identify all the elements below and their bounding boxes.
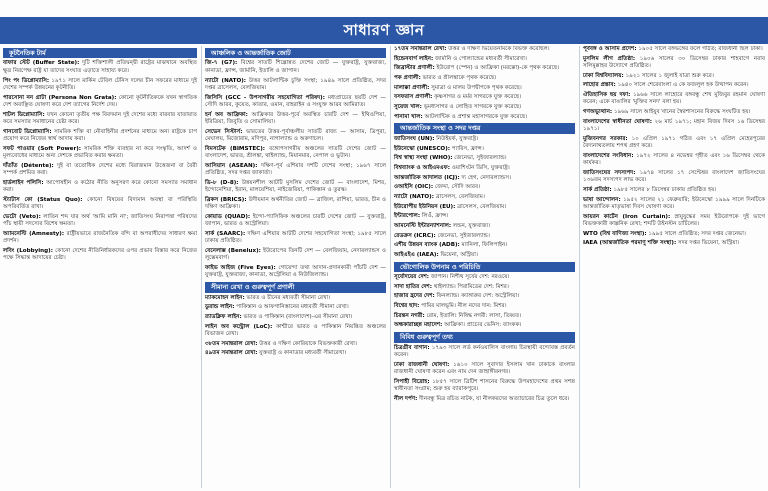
item-definition: ১৯০৬ সালের ৩০ ডিসেম্বর ঢাকার শাহবাগে নবাব সলিমুল্লাহর উদ্যোগে প্রতিষ্ঠিত। bbox=[583, 55, 765, 70]
item-term: সফট পাওয়ার (Soft Power): bbox=[3, 145, 81, 152]
item-term: ভাষা আন্দোলন: bbox=[583, 196, 621, 203]
item-definition: উত্তর ও দক্ষিণ কোরিয়াকে বিভক্তকারী রেখা। bbox=[259, 340, 357, 347]
item-definition: আপোষহীন ও কঠোর নীতি অনুসরণ করে কোনো সমস্যার সমাধান করা। bbox=[3, 179, 197, 194]
list-item bbox=[583, 73, 765, 80]
list-item bbox=[583, 214, 765, 229]
item-definition: দক্ষিণ-পূর্ব এশিয়ার দশটি দেশের সংস্থা; ১৯৬৭ সালে প্রতিষ্ঠিত, সদর দপ্তর জাকার্তা। bbox=[205, 162, 386, 177]
item-term: পিং পং ডিপ্লোম্যাসি: bbox=[3, 77, 50, 84]
list-item bbox=[205, 78, 386, 93]
item-definition: ১৯৯৫ সালে প্রতিষ্ঠিত; সদর দপ্তর জেনেভা। bbox=[648, 230, 746, 237]
list-item bbox=[205, 324, 386, 339]
list-item bbox=[583, 46, 765, 53]
item-definition: ওয়াশিংটন ডিসি, যুক্তরাষ্ট্র। bbox=[451, 164, 510, 171]
item-definition: পাকিস্তান ও আফগানিস্তানের মধ্যবর্তী সীমানা রেখা। bbox=[236, 304, 349, 311]
item-definition: ১৯৭৪ সালের ১৭ সেপ্টেম্বর বাংলাদেশ জাতিসংঘের ১৩৬তম সদস্যপদ লাভ করে। bbox=[583, 169, 765, 184]
list-item bbox=[394, 284, 575, 291]
list-item bbox=[583, 240, 765, 247]
section-heading: ভৌগোলিক উপনাম ও পরিচিতি bbox=[394, 262, 575, 272]
item-definition: ফিনল্যান্ড। ক্যাঙ্গারুর দেশ: অস্ট্রেলিয়া। bbox=[436, 293, 520, 300]
list-item bbox=[205, 295, 386, 302]
list-item bbox=[394, 233, 575, 240]
list-item bbox=[394, 379, 575, 394]
item-definition: ১৯৭১ সালে মার্কিন টেবিল টেনিস দলের চীন সফরের মাধ্যমে দুই দেশের সম্পর্ক উন্নয়নের কূটনীতি। bbox=[3, 77, 197, 91]
item-term: কোয়াড (QUAD): bbox=[205, 213, 251, 220]
item-term: ডুরান্ড লাইন: bbox=[205, 304, 235, 311]
item-term: আয়রন কার্টেন (Iron Curtain): bbox=[583, 213, 671, 220]
item-term: চিরন্তন নগরী: bbox=[394, 312, 425, 319]
list-item bbox=[205, 163, 386, 178]
item-definition: আফ্রিকার উত্তর-পূর্বে অবস্থিত চারটি দেশ — ইথিওপিয়া, ইরিত্রিয়া, জিবুতি ও সোমালিয়া। bbox=[205, 111, 387, 125]
list-item bbox=[3, 146, 197, 161]
list-item bbox=[205, 231, 386, 246]
item-term: বেনেলাক্স (Benelux): bbox=[205, 247, 261, 254]
item-term: ইউরোপীয় ইউনিয়ন (EU): bbox=[394, 203, 456, 210]
item-term: ন্যাটো (NATO): bbox=[394, 193, 434, 200]
item-term: IAEA (আন্তর্জাতিক পরমাণু শক্তি সংস্থা): bbox=[583, 240, 677, 247]
item-term: শাটল ডিপ্লোম্যাসি: bbox=[3, 111, 45, 118]
list-item bbox=[583, 153, 765, 168]
item-term: ম্যাকমোহন লাইন: bbox=[205, 294, 245, 301]
item-term: ঢাকা বিশ্ববিদ্যালয়: bbox=[583, 72, 624, 79]
item-definition: ভারতের উত্তর-পূর্বাঞ্চলীয় সাতটি রাজ্য — আসাম, ত্রিপুরা, মেঘালয়, মিজোরাম, মণিপুর, নাগাল্যান্ড ও অরুণাচল। bbox=[205, 128, 386, 143]
list-item bbox=[205, 314, 386, 321]
item-definition: ১০ এপ্রিল ১৯৭১ গঠিত এবং ১৭ এপ্রিল মেহেরপুরের বৈদ্যনাথতলায় শপথ গ্রহণ করে। bbox=[583, 135, 765, 150]
item-definition: ১৯২১ সালের ১ জুলাই যাত্রা শুরু করে। bbox=[625, 72, 714, 79]
column-2 bbox=[201, 46, 389, 488]
item-term: ৪৯তম সমান্তরাল রেখা: bbox=[205, 350, 258, 357]
item-term: WTO (বিশ্ব বাণিজ্য সংস্থা): bbox=[583, 230, 647, 237]
item-definition: কোনো কূটনীতিককে যখন স্বাগতিক দেশ অবাঞ্ছিত ঘোষণা করে দেশ ত্যাগের নির্দেশ দেয়। bbox=[3, 94, 197, 108]
item-definition: জার্মানি ও পোল্যান্ডের মধ্যবর্তী সীমারেখা। bbox=[435, 55, 527, 62]
item-definition: আটলান্টিক ও প্রশান্ত মহাসাগরকে যুক্ত করেছে। bbox=[424, 113, 528, 120]
item-term: ঢাকা রাজধানী ঘোষণা: bbox=[394, 361, 450, 368]
item-term: লাইন অব কন্ট্রোল (LoC): bbox=[205, 323, 273, 330]
item-term: অ্যামনেস্টি (Amnesty): bbox=[3, 230, 65, 237]
item-term: গানবোট ডিপ্লোম্যাসি: bbox=[3, 128, 52, 135]
item-definition: জেনেভা, সুইজারল্যান্ড। bbox=[454, 155, 507, 162]
item-term: ডি-৮ (D-8): bbox=[205, 179, 239, 186]
item-term: অন্ধকারাচ্ছন্ন মহাদেশ: bbox=[394, 322, 443, 329]
list-item bbox=[3, 197, 197, 212]
list-item bbox=[3, 231, 197, 246]
list-item bbox=[394, 85, 575, 92]
item-definition: দুই বা ততোধিক দেশের মধ্যে বিরাজমান উত্তেজনা বা বৈরী সম্পর্ক প্রশমিত করা। bbox=[3, 162, 197, 177]
item-definition: বিশ্বের সাতটি শিল্পোন্নত দেশের জোট — যুক্তরাষ্ট্র, যুক্তরাজ্য, কানাডা, ফ্রান্স, জার্মানি, ইতালি ও জাপান। bbox=[205, 60, 386, 74]
list-item bbox=[394, 223, 575, 230]
list-item bbox=[583, 170, 765, 185]
item-definition: ১৯৮৫ সালের ৮ ডিসেম্বর ঢাকায় প্রতিষ্ঠিত হয়। bbox=[613, 186, 717, 193]
item-definition: ব্রাসেলস, বেলজিয়াম। bbox=[435, 193, 485, 200]
list-item bbox=[3, 180, 197, 195]
item-term: মুজিবনগর সরকার: bbox=[583, 135, 628, 142]
item-term: বসফরাস প্রণালী: bbox=[394, 94, 433, 101]
list-item bbox=[394, 303, 575, 310]
item-definition: জাপান। নিশীথ সূর্যের দেশ: নরওয়ে। bbox=[430, 274, 510, 281]
list-item bbox=[583, 197, 765, 212]
list-item bbox=[583, 187, 765, 194]
item-term: জি-৭ (G7): bbox=[205, 60, 238, 67]
item-definition: যখন কোনো তৃতীয় পক্ষ বিবদমান দুই দেশের মধ্যে বারবার যাতায়াত করে সমস্যার সমাধানের চেষ্টা করে। bbox=[3, 111, 197, 125]
item-definition: ১৯৬৬ সালে লাহোরে বঙ্গবন্ধু শেখ মুজিবুর রহমান ঘোষণা করেন; একে বাঙালির 'মুক্তির সনদ' বলা হয়। bbox=[583, 92, 766, 106]
list-item bbox=[205, 265, 386, 280]
list-item bbox=[394, 56, 575, 63]
list-item bbox=[394, 252, 575, 259]
list-item bbox=[205, 350, 386, 357]
item-term: ৩৮তম সমান্তরাল রেখা: bbox=[205, 340, 258, 347]
list-item bbox=[205, 95, 386, 110]
item-definition: ১৮৫৭ সালে ব্রিটিশ শাসনের বিরুদ্ধে উপমহাদেশের প্রথম সশস্ত্র স্বাধীনতা সংগ্রাম; শুরু হয় ব্যারাকপুরে। bbox=[394, 378, 575, 392]
item-term: র‍্যাডক্লিফ লাইন: bbox=[205, 313, 242, 320]
list-item bbox=[3, 248, 197, 263]
column-4 bbox=[579, 46, 768, 488]
item-definition: সামরিক শক্তি ব্যবহার না করে সংস্কৃতি, আদর্শ ও মূল্যবোধের মাধ্যমে অন্য দেশকে প্রভাবিত করার ক্ষমতা। bbox=[3, 145, 197, 160]
item-definition: উন্নয়নশীল আটটি মুসলিম দেশের জোট — বাংলাদেশ, মিশর, ইন্দোনেশিয়া, ইরান, মালয়েশিয়া, নাইজেরিয়া, পাকিস্তান ও তুরস্ক। bbox=[205, 179, 386, 194]
list-item bbox=[583, 231, 765, 238]
item-term: জিসিসি (GCC - উপসাগরীয় সহযোগিতা পরিষদ): bbox=[205, 94, 325, 101]
section-list bbox=[394, 274, 575, 330]
section-heading: কূটনৈতিক টার্ম bbox=[3, 48, 197, 58]
list-item bbox=[205, 248, 386, 263]
list-item bbox=[583, 92, 765, 107]
list-item bbox=[394, 136, 575, 143]
item-term: আসিয়ান (ASEAN): bbox=[205, 162, 258, 169]
content-columns bbox=[0, 46, 768, 488]
item-definition: সুমাত্রা ও মালয় উপদ্বীপকে পৃথক করেছে। bbox=[431, 84, 522, 91]
item-definition: ১৯০৫ সালে বঙ্গভঙ্গের ফলে গঠিত; রাজধানী ছিল ঢাকা। bbox=[638, 46, 763, 52]
item-definition: উদীয়মান অর্থনীতির জোট — ব্রাজিল, রাশিয়া, ভারত, চীন ও দক্ষিণ আফ্রিকা। bbox=[205, 196, 386, 211]
section-list bbox=[583, 46, 765, 248]
item-definition: ২৬ মার্চ ১৯৭১; মহান বিজয় দিবস ১৬ ডিসেম্বর ১৯৭১। bbox=[583, 118, 766, 133]
item-term: লবিং (Lobbying): bbox=[3, 247, 53, 254]
item-term: জিব্রাল্টার প্রণালী: bbox=[394, 65, 435, 72]
item-term: সাদা হাতির দেশ: bbox=[394, 283, 432, 290]
list-item bbox=[394, 274, 575, 281]
list-item bbox=[394, 242, 575, 249]
item-term: ওআইসি (OIC): bbox=[394, 184, 434, 191]
list-item bbox=[583, 82, 765, 89]
list-item bbox=[394, 396, 575, 403]
item-term: হিন্ডেনবার্গ লাইন: bbox=[394, 55, 434, 62]
item-term: এশীয় উন্নয়ন ব্যাংক (ADB): bbox=[394, 242, 460, 249]
item-definition: স্নায়ুযুদ্ধের সময় ইউরোপকে দুই ভাগে বিভক্তকারী কাল্পনিক রেখা; শব্দটি উইনস্টন চার্চিলের। bbox=[583, 213, 766, 228]
section-heading: আন্তর্জাতিক সংস্থা ও সদর দপ্তর bbox=[394, 123, 575, 133]
item-definition: ১৯৬৯ সালে আইয়ুব খানের স্বৈরশাসনের বিরুদ্ধে সংঘটিত হয়। bbox=[613, 109, 751, 116]
item-term: পানামা খাল: bbox=[394, 113, 423, 120]
item-definition: ভূমধ্যসাগর ও লোহিত সাগরকে যুক্ত করেছে। bbox=[423, 104, 522, 111]
item-definition: ভারত ও চীনের মধ্যবর্তী সীমানা রেখা। bbox=[246, 294, 331, 301]
list-item bbox=[394, 104, 575, 111]
item-definition: থাইল্যান্ড। পিরামিডের দেশ: মিশর। bbox=[433, 283, 509, 290]
list-item bbox=[394, 94, 575, 101]
section-heading: বিবিধ গুরুত্বপূর্ণ তথ্য bbox=[394, 332, 575, 342]
item-definition: কৃষ্ণসাগর ও মর্মর সাগরকে যুক্ত করেছে। bbox=[434, 94, 522, 101]
list-item bbox=[394, 146, 575, 153]
item-definition: লাতিন শব্দ যার অর্থ 'আমি মানি না'; জাতিসংঘ নিরাপত্তা পরিষদের পাঁচ স্থায়ী সদস্যের বিশেষ ক্ষমতা। bbox=[3, 213, 197, 228]
item-term: বিশ্ব স্বাস্থ্য সংস্থা (WHO): bbox=[394, 155, 453, 162]
item-definition: প্যারিস, ফ্রান্স। bbox=[451, 145, 484, 152]
item-definition: দ্য হেগ, নেদারল্যান্ডস। bbox=[461, 174, 512, 181]
title-banner bbox=[0, 17, 768, 44]
item-term: রেডক্রস (ICRC): bbox=[394, 232, 436, 239]
item-definition: উত্তর আটলান্টিক চুক্তি সংস্থা; ১৯৪৯ সালে প্রতিষ্ঠিত, সদর দপ্তর ব্রাসেলস, বেলজিয়াম। bbox=[205, 77, 386, 91]
item-term: আমনেস্টি ইন্টারন্যাশনাল: bbox=[394, 222, 452, 229]
item-definition: সামরিক শক্তি বা নৌবাহিনীর প্রদর্শনের মাধ্যমে অন্য রাষ্ট্রকে চাপ প্রয়োগ করে নিজের স্বার্থ আদায় করা। bbox=[3, 128, 197, 143]
list-item bbox=[394, 204, 575, 211]
item-definition: ভারত ও পাকিস্তান (বাংলাদেশ)-এর সীমানা রেখা। bbox=[243, 313, 353, 320]
item-definition: ১৯৪০ সালে শেরেবাংলা এ কে ফজলুল হক উত্থাপন করেন। bbox=[617, 82, 749, 89]
item-term: বাংলাদেশের সংবিধান: bbox=[583, 152, 634, 159]
item-definition: বঙ্গোপসাগরীয় অঞ্চলের সাতটি দেশের জোট — বাংলাদেশ, ভারত, শ্রীলঙ্কা, থাইল্যান্ড, মিয়ানমার, নেপাল ও ভুটান। bbox=[205, 145, 386, 160]
item-definition: ১৯৫২ সালের ২১ ফেব্রুয়ারি; ইউনেস্কো ১৯৯৯ সালে দিনটিকে আন্তর্জাতিক মাতৃভাষা দিবস ঘোষণা করে। bbox=[583, 196, 765, 211]
list-item bbox=[205, 180, 386, 195]
list-item bbox=[3, 78, 197, 93]
list-item bbox=[205, 112, 386, 127]
item-term: জাতিসংঘ (UN): bbox=[394, 135, 435, 142]
item-definition: ভারত ও শ্রীলঙ্কাকে পৃথক করেছে। bbox=[422, 75, 497, 82]
section-list bbox=[205, 60, 386, 279]
list-item bbox=[394, 175, 575, 182]
item-term: ন্যাটো (NATO): bbox=[205, 77, 247, 84]
list-item bbox=[205, 341, 386, 348]
list-item bbox=[583, 136, 765, 151]
item-term: বাংলাদেশের স্বাধীনতা ঘোষণা: bbox=[583, 118, 652, 125]
item-definition: ১৭৯৩ সালে লর্ড কর্নওয়ালিস বাংলায় চিরস্থায়ী বন্দোবস্ত প্রবর্তন করেন। bbox=[394, 344, 576, 358]
list-item bbox=[394, 194, 575, 201]
item-term: সূর্যোদয়ের দেশ: bbox=[394, 274, 430, 281]
item-term: ইন্টারপোল: bbox=[394, 213, 421, 220]
item-definition: কোনো বিষয়ের বিদ্যমান অবস্থা বা পরিস্থিতি অপরিবর্তিত রাখা। bbox=[3, 196, 197, 211]
list-item bbox=[394, 46, 575, 53]
item-term: হাজার হ্রদের দেশ: bbox=[394, 293, 435, 300]
item-term: বিমসটেক (BIMSTEC): bbox=[205, 145, 266, 152]
item-term: ঐতিহাসিক ছয় দফা: bbox=[583, 92, 631, 99]
item-term: ইউনেস্কো (UNESCO): bbox=[394, 145, 450, 152]
list-item bbox=[394, 322, 575, 329]
item-definition: ইউরোপের তিনটি দেশ — বেলজিয়াম, নেদারল্যান্ডস ও লুক্সেমবার্গ। bbox=[205, 247, 387, 262]
item-term: সার্ক প্রতিষ্ঠা: bbox=[583, 186, 612, 193]
list-item bbox=[394, 114, 575, 121]
section-list bbox=[3, 60, 197, 262]
item-definition: ইউরোপ (স্পেন) ও আফ্রিকা (মরক্কো)-কে পৃথক করেছে। bbox=[436, 65, 560, 72]
item-term: চিত্রগ্রীব বাগান: bbox=[394, 344, 430, 351]
item-term: পক প্রণালী: bbox=[394, 75, 421, 82]
item-definition: সদর দপ্তর ভিয়েনা, অস্ট্রিয়া। bbox=[677, 240, 740, 247]
list-item bbox=[394, 184, 575, 191]
item-term: বিশ্বব্যাংক ও আইএমএফ: bbox=[394, 164, 450, 171]
section-heading: আঞ্চলিক ও আন্তর্জাতিক জোট bbox=[205, 48, 386, 58]
item-term: লাহোর প্রস্তাব: bbox=[583, 82, 616, 89]
item-term: ভেটো (Veto): bbox=[3, 213, 41, 220]
item-term: দাঁতাঁত (Détente): bbox=[3, 162, 54, 169]
list-item bbox=[3, 163, 197, 178]
item-term: হর্ন অব আফ্রিকা: bbox=[205, 111, 248, 118]
item-definition: লিওঁ, ফ্রান্স। bbox=[421, 213, 449, 220]
page-title: সাধারণ জ্ঞান bbox=[343, 21, 425, 39]
list-item bbox=[583, 56, 765, 71]
item-term: ফাইভ আইজ (Five Eyes): bbox=[205, 265, 276, 272]
item-definition: উত্তর ও দক্ষিণ ভিয়েতনামকে বিভক্ত করেছিল। bbox=[448, 46, 550, 52]
list-item bbox=[394, 213, 575, 220]
item-term: মুসলিম লীগ প্রতিষ্ঠা: bbox=[583, 55, 636, 62]
item-term: সার্ক (SAARC): bbox=[205, 230, 246, 237]
item-definition: দীনবন্ধু মিত্র রচিত নাটক, যা নীলকরদের অত্যাচারের চিত্র তুলে ধরে। bbox=[419, 395, 570, 402]
item-term: ১৭তম সমান্তরাল রেখা: bbox=[394, 46, 447, 52]
item-definition: ১৬১০ সালে সুবাদার ইসলাম খান ঢাকাকে বাংলার রাজধানী ঘোষণা করেন এবং নাম দেন জাহাঙ্গীরনগর। bbox=[394, 361, 575, 375]
list-item bbox=[583, 119, 765, 134]
list-item bbox=[205, 129, 386, 144]
list-item bbox=[205, 197, 386, 212]
item-term: স্ট্যাটাস কো (Status Quo): bbox=[3, 196, 83, 203]
list-item bbox=[205, 304, 386, 311]
item-term: মালাক্কা প্রণালী: bbox=[394, 84, 430, 91]
list-item bbox=[3, 95, 197, 110]
item-term: আইএইএ (IAEA): bbox=[394, 251, 439, 258]
item-definition: যুক্তরাষ্ট্র ও কানাডার মধ্যবর্তী সীমারেখা। bbox=[259, 350, 347, 357]
list-item bbox=[394, 293, 575, 300]
item-term: বাফার স্টেট (Buffer State): bbox=[3, 60, 80, 67]
list-item bbox=[205, 214, 386, 229]
item-definition: দুটি শক্তিশালী প্রতিদ্বন্দ্বী রাষ্ট্রের মাঝখানে অবস্থিত ক্ষুদ্র নিরপেক্ষ রাষ্ট্র যা তাদের সংঘাত এড়াতে সাহায্য করে। bbox=[3, 60, 197, 74]
list-item bbox=[3, 129, 197, 144]
column-1 bbox=[0, 46, 200, 488]
section-list bbox=[394, 136, 575, 259]
section-list bbox=[205, 295, 386, 358]
section-heading: সীমানা রেখা ও গুরুত্বপূর্ণ প্রণালী bbox=[205, 282, 386, 292]
item-term: জাতিসংঘের সদস্যপদ: bbox=[583, 169, 636, 176]
list-item bbox=[3, 112, 197, 127]
item-definition: ব্রাসেলস, বেলজিয়াম। bbox=[457, 203, 507, 210]
item-term: হার্ডলাইন পলিসি: bbox=[3, 179, 44, 186]
item-term: সুয়েজ খাল: bbox=[394, 104, 422, 111]
item-definition: রোম, ইতালি। নিষিদ্ধ নগরী: লাসা, তিব্বত। bbox=[426, 312, 522, 319]
list-item bbox=[394, 313, 575, 320]
item-definition: ইন্দো-প্যাসিফিক অঞ্চলের চারটি দেশের জোট — যুক্তরাষ্ট্র, জাপান, ভারত ও অস্ট্রেলিয়া। bbox=[205, 213, 386, 228]
list-item bbox=[394, 362, 575, 377]
item-term: বিশ্বের ছাদ: bbox=[394, 303, 420, 310]
section-list bbox=[394, 46, 575, 121]
item-term: সিপাহী বিদ্রোহ: bbox=[394, 378, 430, 385]
item-definition: ভিয়েনা, অস্ট্রিয়া। bbox=[440, 251, 478, 258]
list-item bbox=[3, 60, 197, 75]
list-item bbox=[394, 345, 575, 360]
column-3 bbox=[390, 46, 578, 488]
item-definition: নিউইয়র্ক, যুক্তরাষ্ট্র। bbox=[436, 135, 479, 142]
item-definition: কাশ্মীরে ভারত ও পাকিস্তান নিয়ন্ত্রিত অঞ্চলের বিভাজন রেখা। bbox=[205, 323, 387, 337]
item-definition: দক্ষিণ এশিয়ার আটটি দেশের সহযোগিতা সংস্থা; ১৯৮৫ সালে ঢাকায় প্রতিষ্ঠিত। bbox=[205, 230, 386, 245]
item-definition: পামির মালভূমি। নীল নদের দান: মিশর। bbox=[421, 303, 507, 310]
list-item bbox=[394, 155, 575, 162]
list-item bbox=[3, 214, 197, 229]
list-item bbox=[394, 75, 575, 82]
list-item bbox=[583, 109, 765, 116]
item-definition: আফ্রিকা। প্রাচ্যের ভেনিস: ব্যাংকক। bbox=[444, 322, 522, 329]
item-definition: জেনেভা, সুইজারল্যান্ড। bbox=[437, 232, 490, 239]
item-definition: মধ্যপ্রাচ্যের ছয়টি দেশ — সৌদি আরব, কুয়েত, কাতার, ওমান, বাহরাইন ও সংযুক্ত আরব আমিরাত। bbox=[205, 94, 387, 108]
item-term: ব্রিকস (BRICS): bbox=[205, 196, 247, 203]
item-definition: ম্যানিলা, ফিলিপাইন। bbox=[461, 242, 508, 249]
item-term: পারসোনা নন গ্রাটা (Persona Non Grata): bbox=[3, 94, 117, 101]
list-item bbox=[205, 146, 386, 161]
item-term: গণঅভ্যুত্থান: bbox=[583, 109, 613, 116]
item-definition: কোনো দেশের নীতিনির্ধারকদের ওপর প্রভাব বিস্তার করে নিজের পক্ষে সিদ্ধান্ত আদায়ের চেষ্টা। bbox=[3, 247, 197, 262]
item-definition: ১৯৭২ সালের ৪ নভেম্বর গৃহীত এবং ১৬ ডিসেম্বর থেকে কার্যকর। bbox=[583, 152, 765, 167]
item-term: আন্তর্জাতিক আদালত (ICJ): bbox=[394, 174, 460, 181]
list-item bbox=[205, 60, 386, 75]
item-definition: রাষ্ট্রীয়ভাবে রাজনৈতিক বন্দি বা অপরাধীদের সাধারণ ক্ষমা প্রদর্শন। bbox=[3, 230, 198, 245]
list-item bbox=[394, 165, 575, 172]
list-item bbox=[394, 65, 575, 72]
item-term: নীল দর্পণ: bbox=[394, 395, 418, 402]
item-definition: জেদ্দা, সৌদি আরব। bbox=[434, 184, 481, 191]
item-definition: লন্ডন, যুক্তরাজ্য। bbox=[452, 222, 491, 229]
item-term: সেভেন সিস্টার্স: bbox=[205, 128, 243, 135]
section-list bbox=[394, 345, 575, 404]
item-definition: গোয়েন্দা তথ্য আদান-প্রদানকারী পাঁচটি দেশ — যুক্তরাষ্ট্র, যুক্তরাজ্য, কানাডা, অস্ট্রেলিয়া ও নিউজিল্যান্ড। bbox=[205, 265, 386, 279]
item-term: পূর্ববঙ্গ ও আসাম প্রদেশ: bbox=[583, 46, 637, 52]
